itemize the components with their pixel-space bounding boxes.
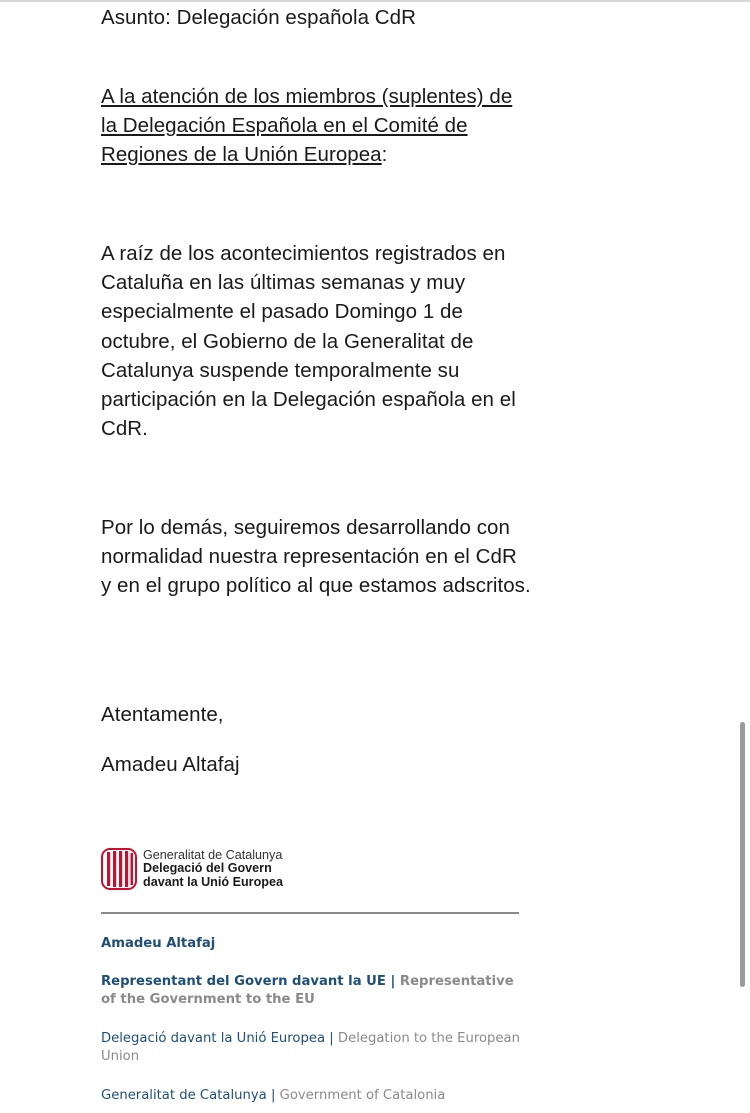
government-separator: | xyxy=(270,1088,276,1103)
government-english: Government of Catalonia xyxy=(279,1088,446,1103)
government-catalan: Generalitat de Catalunya xyxy=(101,1088,267,1103)
logo-line-3: davant la Unió Europea xyxy=(143,874,283,889)
delegation-english: Delegation to the European Union xyxy=(101,1031,520,1064)
logo-line-2: Delegació del Govern xyxy=(143,861,272,876)
generalitat-logo xyxy=(101,848,283,890)
body-paragraph-1: A raíz de los acontecimientos registrados en Cataluña en las últimas semanas y muy especialmente el pasado Domingo 1 de octubre, el Gobierno de la Generalitat de Catalunya suspende temporalmente su participación en la Delegación española en el CdR. xyxy=(101,242,516,441)
closing-salutation: Atentamente, xyxy=(101,703,224,726)
delegation-separator: | xyxy=(329,1031,334,1046)
logo-text xyxy=(143,849,283,889)
attention-recipients-link[interactable]: A la atención de los miembros (suplentes) de la Delegación Española en el Comité de Regiones de la Unión Europea xyxy=(101,85,513,167)
delegation-catalan: Delegació davant la Unió Europea xyxy=(101,1031,326,1046)
signature-role xyxy=(101,973,531,1009)
signer-name: Amadeu Altafaj xyxy=(101,753,240,776)
attention-suffix: : xyxy=(381,143,388,167)
logo-line-1: Generalitat de Catalunya xyxy=(143,847,283,862)
role-english: Representative of the Government to the EU xyxy=(101,974,514,1007)
senyera-logo-icon xyxy=(101,848,137,890)
role-separator: | xyxy=(390,974,396,989)
signature-name: Amadeu Altafaj xyxy=(101,936,216,951)
signature-government xyxy=(101,1087,531,1105)
signature-delegation xyxy=(101,1030,531,1066)
body-paragraph-2: Por lo demás, seguiremos desarrollando con normalidad nuestra representación en el CdR y en el grupo político al que estamos adscritos. xyxy=(101,516,531,598)
email-subject: Asunto: Delegación española CdR xyxy=(101,6,416,29)
vertical-scrollbar[interactable] xyxy=(740,722,745,987)
top-divider xyxy=(0,0,750,2)
signature-divider xyxy=(101,912,519,914)
attention-line xyxy=(101,82,531,170)
role-catalan: Representant del Govern davant la UE xyxy=(101,974,386,989)
